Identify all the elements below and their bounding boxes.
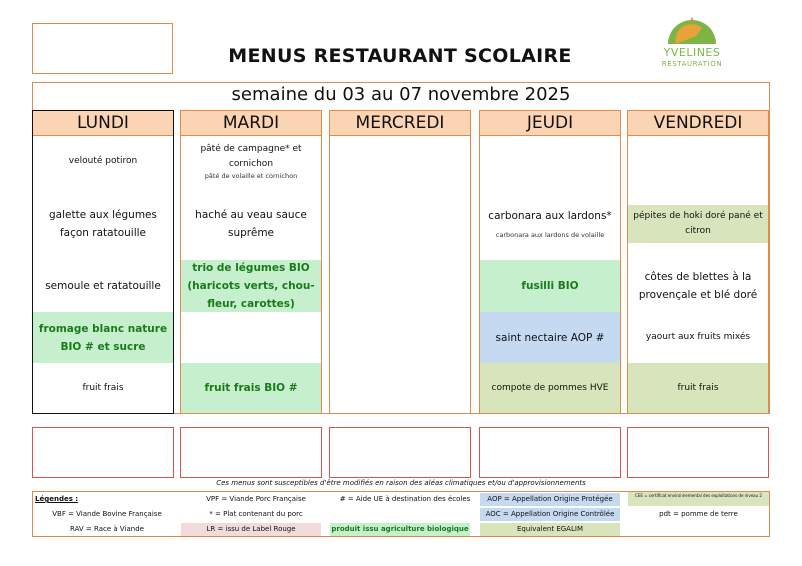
legend-box <box>32 491 770 537</box>
legend-vpf: VPF = Viande Porc Française <box>206 495 306 503</box>
brand-subname: RESTAURATION <box>661 60 723 68</box>
menu-item-laitage <box>480 312 620 363</box>
menu-item-text: yaourt aux fruits mixés <box>645 332 751 342</box>
menu-item-text: pépites de hoki doré pané et citron <box>633 211 763 236</box>
week-title: semaine du 03 au 07 novembre 2025 <box>231 84 571 105</box>
day-header-lundi: LUNDI <box>33 111 173 136</box>
legend-aop: AOP = Appellation Origine Protégée <box>480 493 620 506</box>
menu-item-dessert <box>480 363 620 413</box>
menu-item-laitage <box>628 312 768 363</box>
page-title: MENUS RESTAURANT SCOLAIRE <box>228 45 572 67</box>
legend-bio: produit issu agriculture biologique <box>330 523 470 536</box>
menu-item-text: carbonara aux lardons* <box>488 210 612 222</box>
menu-item-dessert <box>33 363 173 413</box>
menu-item-text: fusilli BIO <box>521 280 579 292</box>
logo-placeholder-box <box>32 23 173 74</box>
menu-item-text: compote de pommes HVE <box>491 382 609 393</box>
legend-cee: CEE = certificat environnemental des exploitations de niveau 2 <box>628 492 769 506</box>
menu-item-accompagnement <box>33 260 173 312</box>
empty-cell <box>180 427 322 478</box>
menu-item-entree <box>480 136 620 187</box>
menu-item-entree <box>33 136 173 187</box>
legend-aoc: AOC = Appellation Origine Contrôlée <box>480 508 620 521</box>
day-header-mardi: MARDI <box>181 111 321 136</box>
disclaimer-note: Ces menus sont susceptibles d'être modifiés en raison des aléas climatiques et/ou d'approvisionnements <box>216 479 586 487</box>
day-column-mardi <box>180 110 322 414</box>
legend-title: Légendes : <box>35 495 79 503</box>
menu-item-accompagnement <box>628 260 768 312</box>
menu-item-text: fruit frais BIO # <box>204 382 298 394</box>
menu-item-plat <box>181 187 321 260</box>
menu-item-text: fruit frais <box>677 382 719 393</box>
menu-item-text: trio de légumes BIO (haricots verts, chou-fleur, carottes) <box>187 262 315 310</box>
legend-pdt: pdt = pomme de terre <box>659 510 738 518</box>
menu-item-text: pâté de campagne* et cornichon <box>200 144 302 169</box>
empty-cell <box>32 427 174 478</box>
menu-item-plat <box>480 187 620 260</box>
day-header-mercredi: MERCREDI <box>330 111 470 136</box>
menu-item-text: fromage blanc nature BIO # et sucre <box>38 322 168 353</box>
menu-item-alternative: pâté de volaille et cornichon <box>204 172 298 180</box>
menu-item-text: velouté potiron <box>68 156 138 166</box>
menu-item-text: saint nectaire AOP # <box>495 331 605 344</box>
brand-name: YVELINES <box>663 46 721 59</box>
menu-item-text: côtes de blettes à la provençale et blé doré <box>638 271 758 301</box>
day-column-vendredi <box>627 110 769 414</box>
legend-rav: RAV = Race à Viande <box>70 525 144 533</box>
day-header-vendredi: VENDREDI <box>628 111 768 136</box>
day-column-jeudi <box>479 110 621 414</box>
menu-item-text: haché au veau sauce suprême <box>195 208 307 239</box>
menu-item-accompagnement <box>480 260 620 312</box>
legend-aide-ue: # = Aide UE à destination des écoles <box>339 495 471 503</box>
menu-item-accompagnement <box>181 260 321 312</box>
day-column-lundi <box>32 110 174 414</box>
menu-item-text: fruit frais <box>82 382 124 393</box>
menu-item-text: semoule et ratatouille <box>45 280 161 292</box>
menu-item-plat <box>33 187 173 260</box>
menu-item-text: galette aux légumes façon ratatouille <box>48 208 157 239</box>
menu-item-entree <box>628 136 768 187</box>
menu-item-alternative: carbonara aux lardons de volaille <box>495 231 605 239</box>
legend-porc: * = Plat contenant du porc <box>209 510 303 518</box>
brand-logo <box>652 16 732 74</box>
menu-item-dessert <box>181 363 321 413</box>
empty-cell <box>627 427 769 478</box>
brand-sun-icon <box>662 16 722 46</box>
menu-item-plat <box>628 205 768 243</box>
legend-label-rouge: LR = issu de Label Rouge <box>181 523 321 536</box>
day-header-jeudi: JEUDI <box>480 111 620 136</box>
menu-item-laitage <box>33 312 173 363</box>
menu-item-dessert <box>628 363 768 413</box>
legend-vbf: VBF = Viande Bovine Française <box>52 510 162 518</box>
empty-cell <box>329 427 471 478</box>
menu-item-laitage <box>181 312 321 363</box>
day-column-mercredi <box>329 110 471 414</box>
empty-cell <box>479 427 621 478</box>
menu-item-entree <box>181 136 321 187</box>
legend-egalim: Equivalent EGALIM <box>480 523 620 536</box>
